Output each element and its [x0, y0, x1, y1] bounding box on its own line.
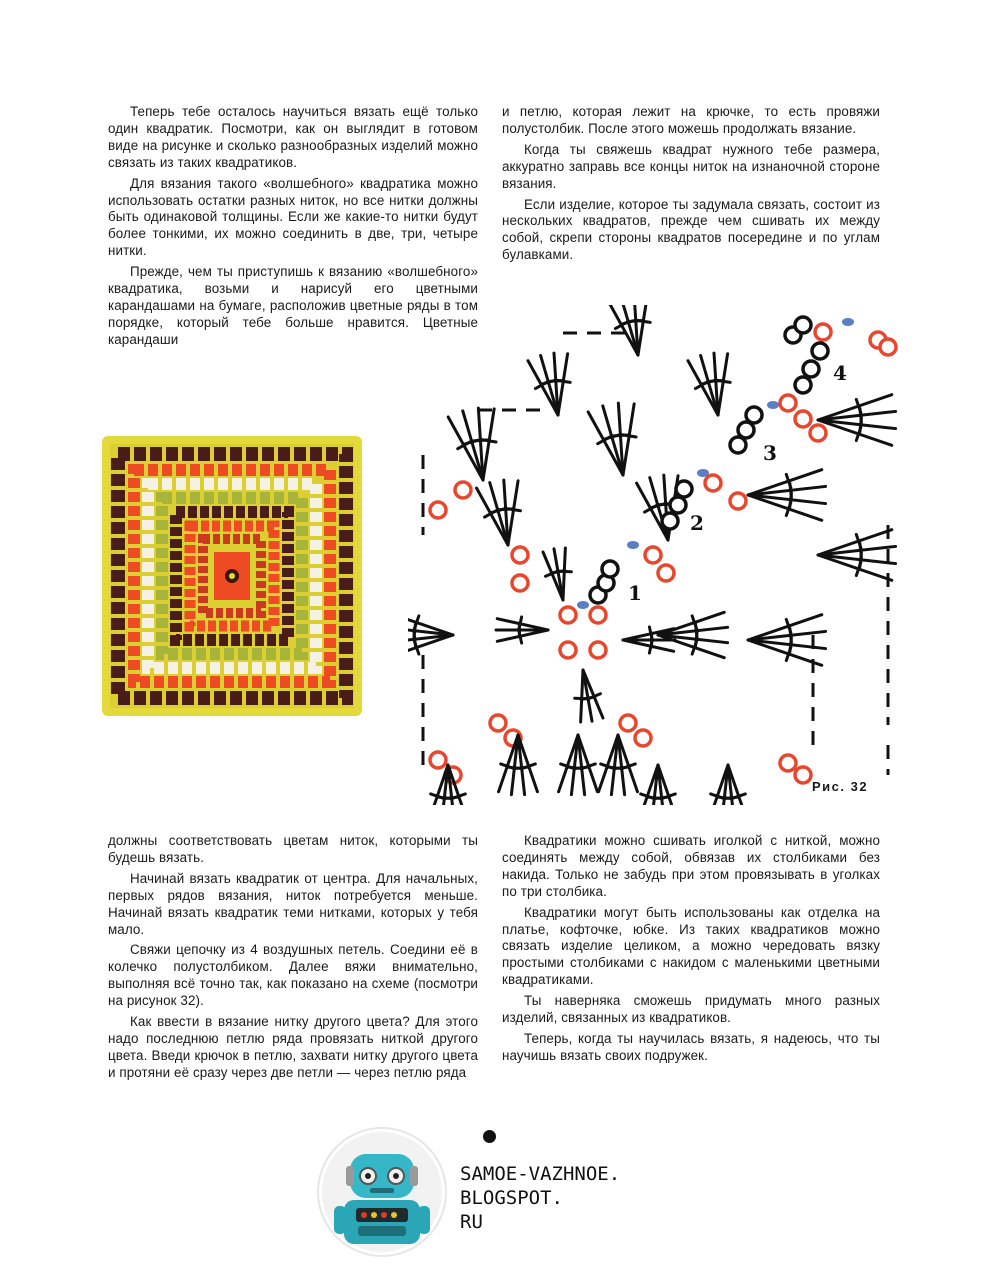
chain-loop	[670, 497, 686, 513]
site-line-2: BLOGSPOT.	[460, 1187, 563, 1209]
stitch-crossbar	[636, 320, 650, 322]
slip-stitch	[577, 601, 589, 609]
stitch-mark	[558, 354, 568, 415]
chain-loop	[746, 407, 762, 423]
row-number-1: 1	[628, 581, 642, 605]
site-line-1: SAMOE-VAZHNOE.	[460, 1163, 621, 1185]
paragraph: Свяжи цепочку из 4 воздушных петель. Соедини её в колечко полустолбиком. Далее вяжи внимательно, выполняя всё точно так, как показано на схеме (посмотри на рисунок 32).	[108, 942, 478, 1009]
stitch-mark	[497, 630, 548, 641]
paragraph: должны соответствовать цветам ниток, которыми ты будешь вязать.	[108, 833, 478, 865]
chain-loop	[812, 343, 828, 359]
stitch-mark	[448, 417, 483, 480]
stitch-crossbar	[557, 571, 571, 572]
chain-loop	[590, 607, 606, 623]
chain-loop	[705, 475, 721, 491]
paragraph: Теперь, когда ты научилась вязать, я надеюсь, что ты научишь вязать своих подружек.	[502, 1030, 880, 1063]
paragraph: Как ввести в вязание нитку другого цвета? Для этого надо последнюю петлю ряда провязать ниткой другого цвета. Введи крючок в петлю, захвати нитку другого цвета и протяни её сразу через две петли — через петлю ряда	[108, 1014, 478, 1080]
stitch-mark	[508, 481, 518, 545]
text-column-bottom-right	[502, 833, 880, 1069]
chain-loop	[676, 481, 692, 497]
chain-loop	[815, 324, 831, 340]
bullet-dot	[483, 1130, 496, 1143]
stitch-mark	[608, 305, 638, 355]
site-address	[460, 1162, 620, 1234]
chain-loop	[795, 411, 811, 427]
chain-loop	[560, 607, 576, 623]
stitch-mark	[563, 548, 565, 600]
chain-loop	[880, 339, 896, 355]
chain-loop	[512, 575, 528, 591]
paragraph: и петлю, которая лежит на крючке, то есть провяжи полустолбик. После этого можешь продолжать вязание.	[502, 104, 880, 136]
paragraph: Ты наверняка сможешь придумать много разных изделий, связанных из квадратиков.	[502, 993, 880, 1026]
figure-caption: Рис. 32	[812, 779, 869, 794]
paragraph: Если изделие, которое ты задумала связать, состоит из нескольких квадратов, прежде чем сшивать их между собой, скрепи стороны квадратов посередине и по углам булавками.	[502, 196, 880, 263]
chain-loop	[658, 565, 674, 581]
chain-loop	[795, 377, 811, 393]
paragraph: Когда ты свяжешь квадрат нужного тебе размера, аккуратно заправь все концы ниток на изнаночной стороне вязания.	[502, 141, 880, 191]
chain-loop	[645, 547, 661, 563]
paragraph: Квадратики могут быть использованы как отделка на платье, кофточке, юбке. Из таких квадратиков можно связать изделие целиком, а можно чередовать вязку простыми столбиками с накидом с маленькими цветными квадратиками.	[502, 904, 880, 988]
stitch-mark	[581, 670, 583, 722]
stitch-mark	[623, 404, 634, 475]
chain-loop	[602, 561, 618, 577]
stitch-mark	[588, 412, 623, 475]
chain-loop	[662, 513, 678, 529]
slip-stitch	[842, 318, 854, 326]
chain-loop	[490, 715, 506, 731]
chain-loop	[430, 752, 446, 768]
stitch-mark	[638, 305, 648, 355]
stitch-crossbar	[556, 380, 570, 382]
crochet-chart	[408, 305, 908, 805]
slip-stitch	[767, 401, 779, 409]
site-line-3: RU	[460, 1211, 483, 1233]
paragraph: Теперь тебе осталось научиться вязать ещё только один квадратик. Посмотри, как он выглядит в готовом виде на рисунке и сколько разнообразных изделий можно связать из таких квадратиков.	[108, 104, 478, 170]
chain-loop	[430, 502, 446, 518]
stitch-crossbar	[622, 435, 636, 437]
chain-loop	[795, 767, 811, 783]
granny-square-photo	[98, 432, 366, 720]
stitch-crossbar	[575, 698, 589, 699]
stitch-crossbar	[482, 440, 496, 442]
chain-loop	[560, 642, 576, 658]
paragraph: Квадратики можно сшивать иголкой с ниткой, можно соединять между собой, обвязав их столбиками без накида. Только не забудь при этом провязывать в уголках по три столбика.	[502, 833, 880, 899]
chart-marks	[408, 305, 896, 805]
chain-loop	[780, 395, 796, 411]
row-number-2: 2	[690, 511, 704, 535]
stitch-crossbar	[507, 509, 521, 511]
text-column-top-right	[502, 104, 880, 268]
chain-loop	[635, 730, 651, 746]
stitch-mark	[483, 409, 494, 480]
slip-stitch	[627, 541, 639, 549]
chain-loop	[620, 715, 636, 731]
row-number-3: 3	[763, 441, 777, 465]
row-number-4: 4	[833, 361, 847, 385]
chain-loop	[810, 425, 826, 441]
paragraph: Прежде, чем ты приступишь к вязанию «волшебного» квадратика, возьми и нарисуй его цветными карандашами на бумаге, расположив цветные ряды в том порядке, который тебе больше нравится. Цветные карандаши	[108, 264, 478, 347]
paragraph: Начинай вязать квадратик от центра. Для начальных, первых рядов вязания, ниток потребуется меньше. Начинай вязать квадратик теми нитками, которых у тебя мало.	[108, 870, 478, 937]
stitch-crossbar	[716, 380, 730, 382]
chain-loop	[730, 493, 746, 509]
stitch-mark	[497, 619, 548, 630]
stitch-mark	[623, 640, 674, 651]
stitch-mark	[477, 488, 508, 545]
stitch-mark	[718, 354, 728, 415]
chain-loop	[455, 482, 471, 498]
chain-loop	[590, 642, 606, 658]
text-column-bottom-left	[108, 833, 478, 1086]
chain-loop	[512, 547, 528, 563]
chain-loop	[780, 755, 796, 771]
stitch-mark	[637, 483, 668, 540]
chain-loop	[803, 361, 819, 377]
robot-logo-icon	[316, 1126, 448, 1258]
paragraph: Для вязания такого «волшебного» квадратика можно использовать остатки разных ниток, но все нитки должны быть одинаковой толщины. Если же какие-то нитки будут более тонкими, их можно соединить в две, три, четыре нитки.	[108, 175, 478, 259]
chain-loop	[795, 317, 811, 333]
